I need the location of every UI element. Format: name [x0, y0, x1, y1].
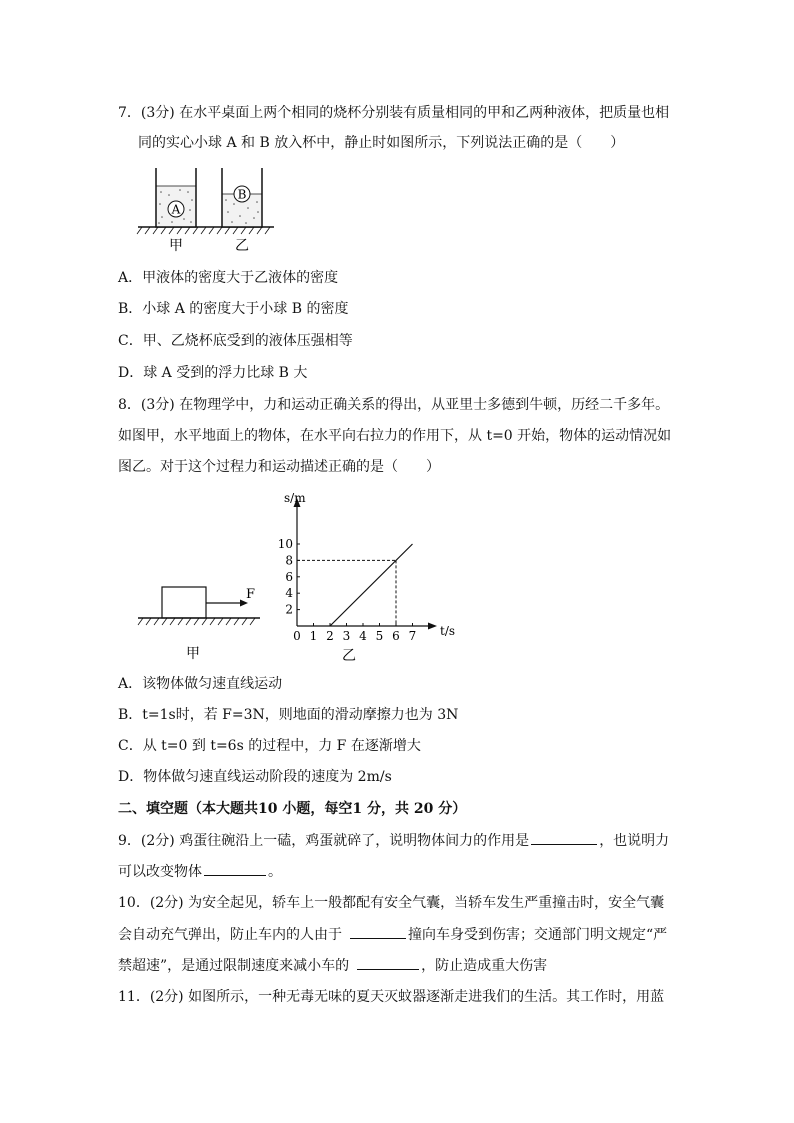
q7-option-a: A．甲液体的密度大于乙液体的密度: [118, 270, 339, 286]
q9-text-3: 可以改变物体: [118, 864, 202, 880]
y-tick-label: 4: [285, 586, 293, 601]
q9-text-1: 9．(2分) 鸡蛋往碗沿上一磕，鸡蛋就碎了，说明物体间力的作用是: [118, 833, 530, 849]
q9-text-4: 。: [268, 864, 282, 880]
q8-option-c: C．从 t=0 到 t=6s 的过程中，力 F 在逐渐增大: [118, 738, 421, 754]
block: [162, 587, 206, 618]
st-chart: [277, 488, 470, 664]
q7-beaker-figure: [136, 164, 286, 256]
beaker-label-jia: 甲: [169, 238, 183, 254]
q7-line2: 同的实心小球 A 和 B 放入杯中，静止时如图所示，下列说法正确的是（ ）: [138, 135, 625, 151]
q8-line3: 图乙。对于这个过程力和运动描述正确的是（ ）: [118, 459, 440, 475]
y-tick-label: 8: [285, 553, 293, 568]
force-label: F: [246, 587, 256, 602]
q7-option-b: B．小球 A 的密度大于小球 B 的密度: [118, 301, 349, 317]
q10-text-3: 禁超速”，是通过限制速度来减小车的: [118, 958, 350, 974]
q9-line1: [118, 830, 669, 851]
y-axis-label: s/m: [284, 491, 306, 505]
q8-block-figure: [136, 580, 268, 662]
q9-blank-1[interactable]: [531, 830, 597, 845]
y-axis-arrow-icon: [294, 498, 301, 626]
y-tick-label: 6: [285, 569, 293, 584]
ball-a-label: A: [171, 202, 181, 217]
x-tick-label: 4: [359, 629, 367, 643]
q10-line2: [118, 924, 667, 945]
q8-line2: 如图甲，水平地面上的物体，在水平向右拉力的作用下，从 t=0 开始，物体的运动情况如: [118, 428, 672, 444]
force-arrow-icon: [206, 600, 248, 607]
x-axis-label: t/s: [440, 624, 456, 638]
beaker-jia: [156, 168, 196, 227]
q10-text-2: 撞向车身受到伤害；交通部门明文规定“严: [408, 927, 668, 943]
q9-blank-2[interactable]: [204, 861, 266, 876]
caption-jia: 甲: [186, 646, 200, 662]
q7-option-d: D．球 A 受到的浮力比球 B 大: [118, 365, 308, 381]
q8-option-d: D．物体做匀速直线运动阶段的速度为 2m/s: [118, 769, 392, 785]
q9-line2: [118, 861, 282, 882]
q10-text-4: ，防止造成重大伤害: [421, 958, 548, 974]
q8-line1: 8．(3分) 在物理学中，力和运动正确关系的得出，从亚里士多德到牛顿，历经二千多年。: [118, 397, 670, 413]
beaker-label-yi: 乙: [235, 238, 249, 254]
series-line: [330, 544, 413, 626]
x-tick-label: 3: [342, 629, 351, 643]
q10-text-1: 会自动充气弹出，防止车内的人由于: [118, 927, 342, 943]
q7-line1: 7．(3分) 在水平桌面上两个相同的烧杯分别装有质量相同的甲和乙两种液体，把质量也相: [118, 105, 670, 121]
x-tick-label: 0: [293, 629, 301, 643]
y-tick-label: 10: [277, 537, 293, 551]
ball-b-label: B: [237, 187, 247, 202]
x-tick-label: 7: [408, 629, 417, 643]
x-tick-label: 5: [375, 629, 384, 643]
q10-line3: [118, 955, 547, 976]
y-tick-label: 2: [285, 602, 293, 617]
q9-text-2: ，也说明力: [599, 833, 670, 849]
q8-option-b: B．t=1s时，若 F=3N，则地面的滑动摩擦力也为 3N: [118, 707, 459, 723]
q11-line1: 11．(2分) 如图所示，一种无毒无味的夏天灭蚊器逐渐走进我们的生活。其工作时，用蓝: [118, 989, 665, 1005]
q10-blank-1[interactable]: [350, 924, 406, 939]
chart-caption: 乙: [342, 648, 356, 664]
beaker-yi: [222, 168, 262, 227]
section-heading: 二、填空题（本大题共10 小题，每空1 分，共 20 分）: [118, 801, 467, 817]
x-tick-label: 6: [392, 629, 400, 643]
x-tick-label: 1: [309, 629, 318, 643]
q10-blank-2[interactable]: [357, 955, 419, 970]
q7-option-c: C．甲、乙烧杯底受到的液体压强相等: [118, 333, 353, 349]
q10-line1: 10．(2分) 为安全起见，轿车上一般都配有安全气囊，当轿车发生严重撞击时，安全气囊: [118, 895, 665, 911]
q8-option-a: A．该物体做匀速直线运动: [118, 676, 283, 692]
x-tick-label: 2: [326, 629, 334, 643]
